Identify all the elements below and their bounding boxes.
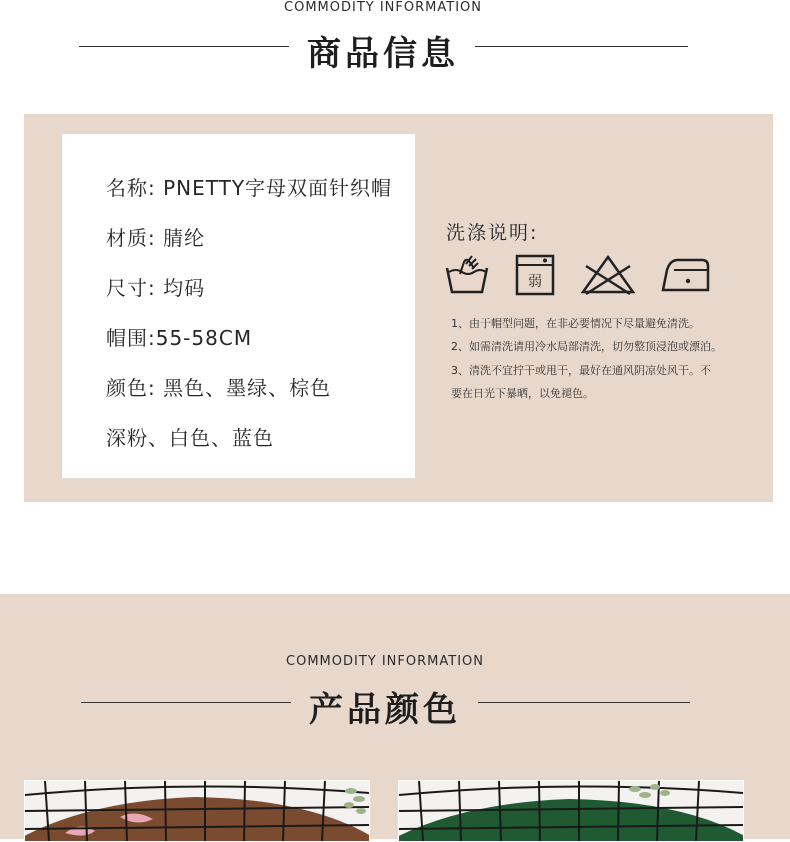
wash-note-3: 3、清洗不宜拧干或甩干，最好在通风阴凉处风干。不 xyxy=(451,364,711,377)
wash-note-1: 1、由于帽型问题，在非必要情况下尽量避免清洗。 xyxy=(451,317,700,330)
colors-rule-right xyxy=(478,702,690,703)
product-photo-brown[interactable] xyxy=(24,780,370,842)
iron-low-icon xyxy=(660,254,712,296)
colors-subtitle-en: COMMODITY INFORMATION xyxy=(286,654,484,669)
header-rule-right xyxy=(475,46,688,47)
spec-circumference: 帽围:55-58CM xyxy=(106,326,253,350)
spec-material: 材质: 腈纶 xyxy=(106,226,206,250)
spec-size: 尺寸: 均码 xyxy=(106,276,206,300)
section-subtitle-en: COMMODITY INFORMATION xyxy=(284,0,482,15)
spec-colors: 颜色: 黑色、墨绿、棕色 xyxy=(106,376,332,400)
product-photo-green[interactable] xyxy=(398,780,744,842)
section-title: 商品信息 xyxy=(307,34,459,74)
wash-note-2: 2、如需清洗请用冷水局部清洗，切勿整顶浸泡或漂泊。 xyxy=(451,340,722,353)
hand-wash-icon xyxy=(444,254,490,296)
no-bleach-icon xyxy=(580,254,636,296)
spec-colors-continued: 深粉、白色、蓝色 xyxy=(106,426,274,450)
wash-note-4: 要在日光下暴晒，以免褪色。 xyxy=(451,387,594,400)
gentle-label: 弱 xyxy=(528,274,542,290)
colors-title: 产品颜色 xyxy=(309,690,461,730)
spec-name: 名称: PNETTY字母双面针织帽 xyxy=(106,176,393,200)
wash-instructions-title: 洗涤说明: xyxy=(446,222,539,244)
brown-hat-image xyxy=(25,781,369,841)
machine-wash-gentle-icon xyxy=(515,254,555,296)
green-hat-image xyxy=(399,781,743,841)
